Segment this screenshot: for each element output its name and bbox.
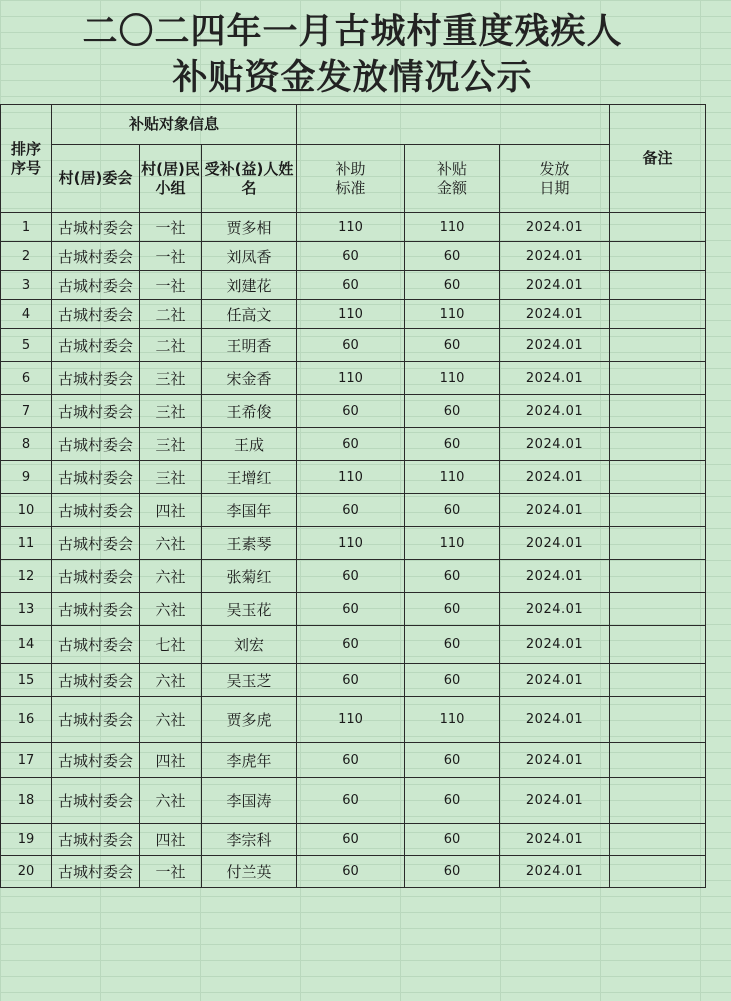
cell-date: 2024.01 xyxy=(500,242,610,271)
cell-standard: 60 xyxy=(297,626,405,664)
cell-note xyxy=(610,461,706,494)
table-row xyxy=(1,329,706,362)
table-row xyxy=(1,362,706,395)
cell-amount: 60 xyxy=(405,395,500,428)
cell-village: 古城村委会 xyxy=(52,527,140,560)
cell-seq: 17 xyxy=(1,743,52,778)
cell-date: 2024.01 xyxy=(500,494,610,527)
header-standard xyxy=(297,145,405,213)
cell-date: 2024.01 xyxy=(500,664,610,697)
cell-name: 刘宏 xyxy=(202,626,297,664)
cell-date: 2024.01 xyxy=(500,271,610,300)
header-seq xyxy=(1,105,52,213)
header-seq-label: 排序序号 xyxy=(10,139,41,177)
cell-standard: 60 xyxy=(297,395,405,428)
header-village xyxy=(52,145,140,213)
cell-name: 李宗科 xyxy=(202,824,297,856)
cell-seq: 14 xyxy=(1,626,52,664)
cell-seq: 1 xyxy=(1,213,52,242)
cell-standard: 60 xyxy=(297,329,405,362)
cell-village: 古城村委会 xyxy=(52,560,140,593)
header-date-label: 发放日期 xyxy=(539,159,570,197)
cell-note xyxy=(610,856,706,888)
cell-standard: 110 xyxy=(297,213,405,242)
header-village-label: 村(居)委会 xyxy=(58,169,133,187)
cell-group: 四社 xyxy=(140,824,202,856)
cell-note xyxy=(610,560,706,593)
cell-note xyxy=(610,329,706,362)
cell-name: 王成 xyxy=(202,428,297,461)
table-row xyxy=(1,494,706,527)
cell-seq: 12 xyxy=(1,560,52,593)
cell-village: 古城村委会 xyxy=(52,856,140,888)
cell-group: 六社 xyxy=(140,664,202,697)
cell-group: 六社 xyxy=(140,697,202,743)
cell-seq: 7 xyxy=(1,395,52,428)
cell-standard: 110 xyxy=(297,461,405,494)
cell-seq: 11 xyxy=(1,527,52,560)
cell-village: 古城村委会 xyxy=(52,461,140,494)
cell-standard: 60 xyxy=(297,428,405,461)
cell-seq: 5 xyxy=(1,329,52,362)
header-recipient xyxy=(202,145,297,213)
header-small-group xyxy=(140,145,202,213)
cell-seq: 15 xyxy=(1,664,52,697)
cell-amount: 60 xyxy=(405,329,500,362)
cell-group: 三社 xyxy=(140,395,202,428)
cell-group: 一社 xyxy=(140,271,202,300)
table-row xyxy=(1,824,706,856)
cell-standard: 110 xyxy=(297,527,405,560)
cell-date: 2024.01 xyxy=(500,428,610,461)
cell-seq: 6 xyxy=(1,362,52,395)
cell-note xyxy=(610,527,706,560)
cell-note xyxy=(610,362,706,395)
cell-note xyxy=(610,593,706,626)
cell-group: 三社 xyxy=(140,362,202,395)
cell-note xyxy=(610,494,706,527)
cell-group: 四社 xyxy=(140,743,202,778)
table-row xyxy=(1,461,706,494)
cell-amount: 60 xyxy=(405,428,500,461)
cell-standard: 110 xyxy=(297,300,405,329)
cell-standard: 110 xyxy=(297,697,405,743)
cell-note xyxy=(610,271,706,300)
cell-group: 六社 xyxy=(140,778,202,824)
cell-seq: 8 xyxy=(1,428,52,461)
cell-name: 刘建花 xyxy=(202,271,297,300)
cell-village: 古城村委会 xyxy=(52,428,140,461)
cell-note xyxy=(610,626,706,664)
cell-standard: 60 xyxy=(297,743,405,778)
cell-amount: 60 xyxy=(405,743,500,778)
cell-date: 2024.01 xyxy=(500,329,610,362)
cell-name: 付兰英 xyxy=(202,856,297,888)
header-date xyxy=(500,145,610,213)
cell-name: 王增红 xyxy=(202,461,297,494)
cell-name: 王素琴 xyxy=(202,527,297,560)
table-row xyxy=(1,242,706,271)
cell-village: 古城村委会 xyxy=(52,242,140,271)
cell-seq: 2 xyxy=(1,242,52,271)
cell-amount: 110 xyxy=(405,300,500,329)
cell-standard: 60 xyxy=(297,593,405,626)
table-row xyxy=(1,697,706,743)
cell-amount: 60 xyxy=(405,626,500,664)
table-row xyxy=(1,428,706,461)
cell-village: 古城村委会 xyxy=(52,664,140,697)
cell-name: 吴玉芝 xyxy=(202,664,297,697)
table-row xyxy=(1,626,706,664)
cell-amount: 60 xyxy=(405,593,500,626)
cell-village: 古城村委会 xyxy=(52,626,140,664)
cell-amount: 110 xyxy=(405,461,500,494)
cell-name: 王明香 xyxy=(202,329,297,362)
cell-note xyxy=(610,300,706,329)
cell-amount: 60 xyxy=(405,778,500,824)
cell-village: 古城村委会 xyxy=(52,395,140,428)
header-subject-info: 补贴对象信息 xyxy=(52,105,297,145)
table-row xyxy=(1,271,706,300)
header-blank xyxy=(297,105,610,145)
cell-group: 三社 xyxy=(140,428,202,461)
cell-amount: 60 xyxy=(405,856,500,888)
cell-name: 李国年 xyxy=(202,494,297,527)
table-row xyxy=(1,560,706,593)
header-standard-label: 补助标准 xyxy=(335,159,366,197)
cell-date: 2024.01 xyxy=(500,560,610,593)
table-row xyxy=(1,856,706,888)
cell-amount: 60 xyxy=(405,271,500,300)
cell-group: 六社 xyxy=(140,527,202,560)
cell-seq: 19 xyxy=(1,824,52,856)
header-note: 备注 xyxy=(610,105,706,213)
cell-seq: 9 xyxy=(1,461,52,494)
cell-date: 2024.01 xyxy=(500,527,610,560)
cell-name: 王希俊 xyxy=(202,395,297,428)
cell-standard: 110 xyxy=(297,362,405,395)
cell-group: 二社 xyxy=(140,329,202,362)
cell-name: 宋金香 xyxy=(202,362,297,395)
cell-standard: 60 xyxy=(297,856,405,888)
cell-date: 2024.01 xyxy=(500,626,610,664)
header-amount xyxy=(405,145,500,213)
cell-village: 古城村委会 xyxy=(52,778,140,824)
cell-date: 2024.01 xyxy=(500,300,610,329)
cell-name: 吴玉花 xyxy=(202,593,297,626)
cell-note xyxy=(610,697,706,743)
page-title-line-1: 二〇二四年一月古城村重度残疾人 xyxy=(82,11,623,52)
cell-amount: 110 xyxy=(405,527,500,560)
cell-name: 李虎年 xyxy=(202,743,297,778)
cell-standard: 60 xyxy=(297,778,405,824)
cell-group: 一社 xyxy=(140,856,202,888)
cell-standard: 60 xyxy=(297,560,405,593)
cell-amount: 110 xyxy=(405,697,500,743)
cell-group: 七社 xyxy=(140,626,202,664)
cell-group: 二社 xyxy=(140,300,202,329)
cell-group: 三社 xyxy=(140,461,202,494)
header-amount-label: 补贴金额 xyxy=(437,159,468,197)
cell-standard: 60 xyxy=(297,271,405,300)
cell-name: 刘凤香 xyxy=(202,242,297,271)
cell-name: 张菊红 xyxy=(202,560,297,593)
table-row xyxy=(1,778,706,824)
cell-date: 2024.01 xyxy=(500,743,610,778)
cell-group: 一社 xyxy=(140,242,202,271)
header-small-group-label: 村(居)民小组 xyxy=(141,159,200,197)
cell-seq: 10 xyxy=(1,494,52,527)
cell-village: 古城村委会 xyxy=(52,743,140,778)
cell-amount: 60 xyxy=(405,494,500,527)
table-row xyxy=(1,593,706,626)
cell-date: 2024.01 xyxy=(500,593,610,626)
cell-note xyxy=(610,778,706,824)
cell-note xyxy=(610,664,706,697)
cell-date: 2024.01 xyxy=(500,778,610,824)
cell-standard: 60 xyxy=(297,824,405,856)
cell-amount: 60 xyxy=(405,824,500,856)
cell-seq: 13 xyxy=(1,593,52,626)
cell-village: 古城村委会 xyxy=(52,697,140,743)
page-title-line-2: 补贴资金发放情况公示 xyxy=(172,57,533,98)
cell-seq: 4 xyxy=(1,300,52,329)
cell-date: 2024.01 xyxy=(500,856,610,888)
subsidy-table xyxy=(0,104,706,888)
table-row xyxy=(1,664,706,697)
cell-village: 古城村委会 xyxy=(52,494,140,527)
cell-name: 贾多相 xyxy=(202,213,297,242)
cell-date: 2024.01 xyxy=(500,395,610,428)
cell-date: 2024.01 xyxy=(500,213,610,242)
cell-note xyxy=(610,743,706,778)
cell-name: 李国涛 xyxy=(202,778,297,824)
cell-note xyxy=(610,242,706,271)
cell-note xyxy=(610,395,706,428)
header-recipient-label: 受补(益)人姓名 xyxy=(204,159,294,197)
cell-name: 贾多虎 xyxy=(202,697,297,743)
cell-village: 古城村委会 xyxy=(52,213,140,242)
cell-amount: 110 xyxy=(405,213,500,242)
cell-name: 任高文 xyxy=(202,300,297,329)
cell-standard: 60 xyxy=(297,664,405,697)
cell-seq: 3 xyxy=(1,271,52,300)
cell-amount: 60 xyxy=(405,560,500,593)
table-row xyxy=(1,743,706,778)
cell-village: 古城村委会 xyxy=(52,271,140,300)
table-row xyxy=(1,213,706,242)
cell-amount: 110 xyxy=(405,362,500,395)
cell-group: 四社 xyxy=(140,494,202,527)
cell-date: 2024.01 xyxy=(500,697,610,743)
cell-village: 古城村委会 xyxy=(52,362,140,395)
cell-group: 六社 xyxy=(140,560,202,593)
cell-group: 一社 xyxy=(140,213,202,242)
cell-note xyxy=(610,824,706,856)
cell-group: 六社 xyxy=(140,593,202,626)
cell-note xyxy=(610,213,706,242)
cell-seq: 20 xyxy=(1,856,52,888)
cell-date: 2024.01 xyxy=(500,824,610,856)
table-row xyxy=(1,300,706,329)
cell-date: 2024.01 xyxy=(500,461,610,494)
cell-seq: 16 xyxy=(1,697,52,743)
table-row xyxy=(1,395,706,428)
cell-standard: 60 xyxy=(297,494,405,527)
cell-village: 古城村委会 xyxy=(52,593,140,626)
cell-amount: 60 xyxy=(405,664,500,697)
cell-amount: 60 xyxy=(405,242,500,271)
cell-seq: 18 xyxy=(1,778,52,824)
table-row xyxy=(1,527,706,560)
cell-note xyxy=(610,428,706,461)
cell-date: 2024.01 xyxy=(500,362,610,395)
cell-village: 古城村委会 xyxy=(52,329,140,362)
cell-village: 古城村委会 xyxy=(52,300,140,329)
cell-village: 古城村委会 xyxy=(52,824,140,856)
cell-standard: 60 xyxy=(297,242,405,271)
